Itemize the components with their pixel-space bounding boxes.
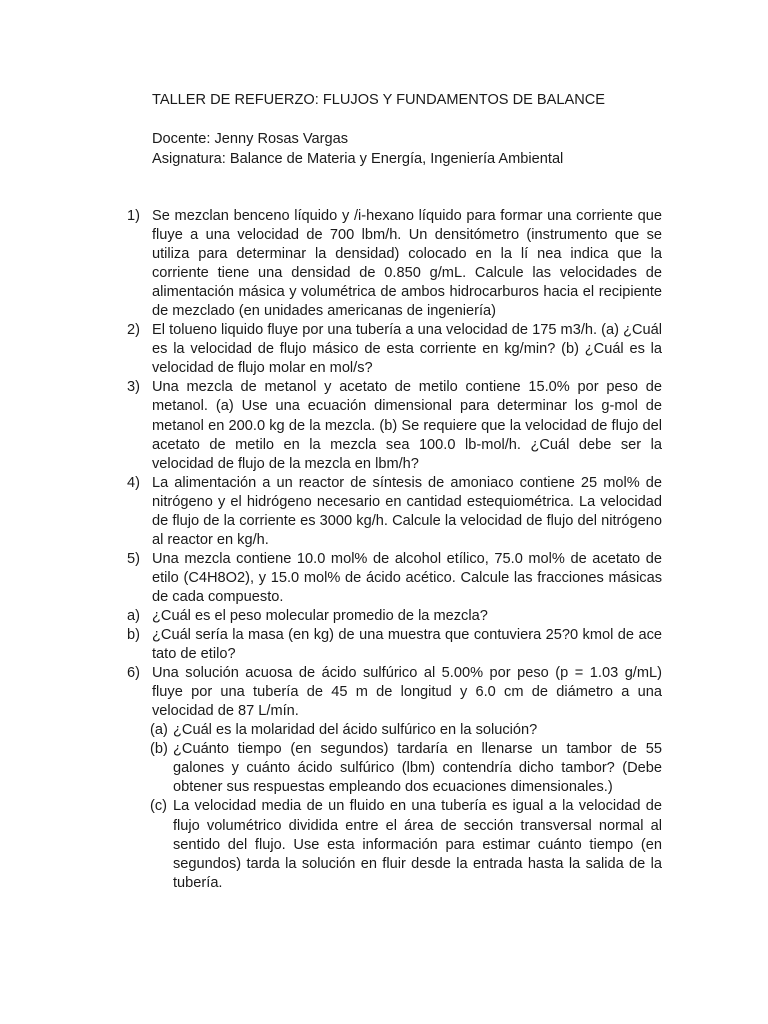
- subitem-text: ¿Cuánto tiempo (en segundos) tardaría en llenarse un tambor de 55 galones y cuánto ácido sulfúrico (lbm) contendría dicho tambor? (Debe obtener sus respuestas empleando dos ecuaciones dimensionales.): [173, 741, 662, 796]
- teacher-line: Docente: Jenny Rosas Vargas: [152, 131, 349, 147]
- item-text: El tolueno liquido fluye por una tubería a una velocidad de 175 m3/h. (a) ¿Cuál es la velocidad de flujo másico de esta corriente en kg/min? (b) ¿Cuál es la velocidad de flujo molar en mol/s?: [152, 322, 662, 377]
- exercise-subitem-b: [127, 740, 662, 797]
- exercise-item-2: [127, 321, 662, 378]
- exercise-item-3: [127, 378, 662, 473]
- item-text: ¿Cuál es el peso molecular promedio de la mezcla?: [152, 607, 488, 624]
- item-text: Una mezcla de metanol y acetato de metilo contiene 15.0% por peso de metanol. (a) Use una ecuación dimensional para determinar los g-mol de metanol en 200.0 kg de la mezcla. (b) Se requiere que la velocidad de flujo del acetato de metilo en la mezcla sea 100.0 lb-mol/h. ¿Cuál debe ser la velocidad de flujo de la mezcla en lbm/h?: [152, 379, 662, 472]
- item-text: Una solución acuosa de ácido sulfúrico al 5.00% por peso (p = 1.03 g/mL) fluye por una tubería de 45 m de longitud y 6.0 cm de diámetro a una velocidad de 87 L/mín.: [152, 665, 662, 720]
- exercise-item-6: [127, 664, 662, 721]
- document-meta: [152, 130, 563, 169]
- item-marker: 4): [127, 474, 140, 491]
- exercise-subitem-a: [127, 721, 662, 740]
- subitem-marker: (c): [150, 798, 168, 815]
- subitem-marker: (b): [150, 741, 168, 758]
- item-text: ¿Cuál sería la masa (en kg) de una muestra que contuviera 25?0 kmol de ace tato de etilo?: [152, 627, 662, 663]
- document-title: TALLER DE REFUERZO: FLUJOS Y FUNDAMENTOS DE BALANCE: [152, 92, 606, 108]
- item-marker: 2): [127, 322, 140, 339]
- item-marker: 5): [127, 550, 140, 567]
- item-text: Una mezcla contiene 10.0 mol% de alcohol etílico, 75.0 mol% de acetato de etilo (C4H8O2), y 15.0 mol% de ácido acético. Calcule las fracciones másicas de cada compuesto.: [152, 550, 662, 605]
- exercise-subitem-c: [127, 797, 662, 892]
- subitem-text: ¿Cuál es la molaridad del ácido sulfúrico en la solución?: [173, 722, 538, 739]
- item-marker: b): [127, 627, 140, 644]
- exercise-item-4: [127, 474, 662, 550]
- subject-line: Asignatura: Balance de Materia y Energía, Ingeniería Ambiental: [152, 150, 564, 167]
- item-marker: 3): [127, 379, 140, 396]
- exercise-item-5a: [127, 607, 662, 626]
- exercise-item-5b: [127, 626, 662, 664]
- exercise-list: [127, 207, 662, 893]
- item-text: Se mezclan benceno líquido y /i-hexano líquido para formar una corriente que fluye a una velocidad de 700 lbm/h. Un densitómetro (instrumento que se utiliza para determinar la densidad) colocado en la lí nea indica que la corriente tiene una densidad de 0.850 g/mL. Calcule las velocidades de alimentación másica y volumétrica de ambos hidrocarburos hacia el recipiente de mezclado (en unidades americanas de ingeniería): [152, 208, 662, 320]
- subitem-marker: (a): [150, 722, 168, 739]
- exercise-item-1: [127, 207, 662, 321]
- item-text: La alimentación a un reactor de síntesis de amoniaco contiene 25 mol% de nitrógeno y el hidrógeno necesario en cantidad estequiométrica. La velocidad de flujo de la corriente es 3000 kg/h. Calcule la velocidad de flujo del nitrógeno al reactor en kg/h.: [152, 474, 662, 548]
- item-marker: a): [127, 607, 140, 624]
- item-marker: 1): [127, 208, 140, 224]
- subitem-text: La velocidad media de un fluido en una tubería es igual a la velocidad de flujo volumétrico dividida entre el área de sección transversal normal al sentido del flujo. Use esta información para estimar cuánto tiempo (en segundos) tarda la solución en fluir desde la entrada hasta la salida de la tubería.: [173, 798, 662, 891]
- exercise-item-5: [127, 550, 662, 607]
- item-marker: 6): [127, 665, 140, 682]
